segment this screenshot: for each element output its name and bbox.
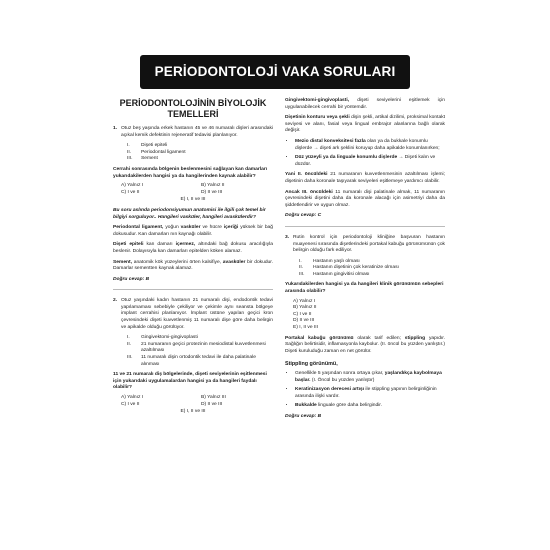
list-item: • Genellikle 5 yaşından sonra ortaya çıkar, yaşlandıkça kaybolmaya başlar. (I. Öncül bu yüzden yanlıştır)	[295, 371, 445, 384]
page-banner: PERİODONTOLOJİ VAKA SORULARI	[140, 55, 410, 89]
question-3	[285, 235, 445, 255]
list-item: • Keratinizasyon derecesi artışı ile stippling yapının belirginliğinin arasında ilişki vardır.	[295, 387, 445, 400]
answer-options	[293, 299, 445, 332]
question-number: 1.	[113, 126, 118, 131]
list-item: II. 21 numaranın geçici protezinin mesiodistal kuvvetlenmesi azaltılması	[127, 341, 266, 354]
explanation-paragraph: Ancak III. öncüldeki 11 numaralı dişi palatinale almak, 11 numaranın çevresindeki dişetini daha da koronale alacağı için asimetriyi daha da şiddetlendirir ve uygun olmaz.	[285, 189, 445, 208]
question-stem: Cerrahi sonrasında bölgenin beslenmesini sağlayan kan damarları yukarıdakilerden hangisi ya da hangilerinden kaynak alabilir?	[113, 166, 268, 179]
question-text: Otuz beş yaşında erkek hastanın 45 ve 46 numaralı dişleri arasındaki açıkal kemik defektinin rejeneratif tedavisi planlanıyor.	[121, 126, 273, 138]
explanation-lead: Bu soru aslında periodonsiyumun anatomisi ile ilgili çok temel bir bilgiyi sorguluyor.. Hangileri vasküler, hangileri avaskülerdir?	[113, 207, 266, 220]
explanation-paragraph: Dişetinin konturu veya şekli dişin şekli, artikal dizilimi, proksimal kontakt seviyesi ve alanı, fasial veya lingual embrajür alanlarına bağlı olarak değişir.	[285, 115, 445, 134]
question-number: 2.	[113, 298, 118, 304]
question-number: 3.	[285, 234, 290, 240]
question-2	[113, 298, 273, 331]
list-item: II. Periodontal ligament	[127, 149, 186, 155]
option-a: A) Yalnız I	[121, 395, 144, 400]
q3-items	[299, 259, 445, 279]
q1-items	[127, 143, 273, 163]
explanation-paragraph: Periodontal ligament, yoğun vasküler ve hücre içeriği yüksek bir bağ dokusudur. Kan damarları nın kaynağı olabilir.	[113, 225, 273, 237]
left-column	[113, 98, 273, 420]
option-b: B) Yalnız II	[293, 305, 317, 311]
explanation-paragraph: Sement, anatomik kök yüzeylerini örten kalsifiye, avasküler bir dokudur. Damarlar sementten kaynak alamaz.	[113, 259, 273, 272]
answer-options	[113, 183, 273, 196]
divider	[113, 289, 273, 290]
list-item: III. Sement	[127, 156, 158, 162]
option-a: A) Yalnız I	[293, 298, 316, 304]
list-item: I. Hastanın yaşlı olması	[299, 258, 360, 264]
bullet-list	[285, 139, 445, 168]
correct-answer: Doğru cevap: C	[285, 213, 322, 219]
option-b: B) Yalnız III	[201, 395, 226, 400]
option-c: C) I ve II	[121, 401, 140, 407]
explanation-paragraph: Portakal kabuğu görünümü olarak tarif edilen; stippling yapıdır. Sağlığın belirtisidir, inflamasyonla kaybolur. (II. öncül bu yüzden yanlıştır.) Dişeti kuruluduğu zaman en net görülür.	[285, 335, 445, 354]
option-b: B) Yalnız II	[201, 183, 225, 189]
correct-answer: Doğru cevap: B	[113, 276, 150, 282]
explanation-paragraph: Yani II. öncüldeki 21 numaranın kuvvetlenmesinin azaltılması işlemi; dişetinin daha koronale taşıyarak seviyeleri eşitlemeye yardımcı olabilir.	[285, 172, 445, 184]
list-item: II. Hastanın dişetinin çok keratinize olması	[299, 265, 399, 271]
option-c: C) I ve II	[293, 311, 312, 317]
q2-items	[127, 335, 273, 368]
list-item: III. 11 numaralı dişin ortodontik tedavi ile daha palatinale alınması	[127, 355, 256, 367]
bullet-list	[285, 371, 445, 410]
list-item: I. Dişeti epiteli	[127, 143, 168, 149]
list-item: • Mezio distal konveksitesi fazla olan ya da bukkale konumlu dişlerde → dişeti ark şeklini koruyup daha apikalde konumlanırken;	[295, 139, 445, 152]
list-item: • Bukkalde linguale göre daha belirgindir.	[295, 403, 445, 410]
question-stem: 11 ve 21 numaralı diş bölgelerinde, dişeti seviyelerinin eşitlenmesi için yukarıdaki uygulamalardan hangisi ya da hangileri faydalı olabilir?	[113, 372, 267, 391]
option-d: D) II ve III	[201, 401, 223, 407]
option-e: E) I, II ve III	[293, 325, 319, 331]
list-item: III. Hastanın gingivitisi olması	[299, 271, 370, 277]
question-stem: Yukarıdakilerden hangisi ya da hangileri klinik görünümün sebepleri arasında olabilir?	[285, 282, 444, 295]
option-a: A) Yalnız I	[121, 183, 144, 189]
question-1	[113, 126, 273, 139]
explanation-paragraph: Gingivektomi-gingivoplasti, dişeti seviyelerini eşitlemek için uygulanabilecek cerrahi bir yöntemdir.	[285, 98, 445, 110]
option-d: D) II ve III	[293, 318, 315, 324]
right-column	[285, 98, 445, 425]
correct-answer: Doğru cevap: B	[285, 413, 322, 419]
section-title: PERİODONTOLOJİNİN BİYOLOJİK TEMELLERİ	[119, 98, 267, 119]
divider	[285, 226, 445, 227]
list-item: • Düz yüzeyli ya da linguale konumlu dişlerde → Dişeti kalın ve düzdür.	[295, 155, 445, 168]
question-text: Otuz yaşındaki kadın hastanın 21 numaralı dişi, endodontik tedavi yapılamaması sebebiyle çekiliyor ve çekimle aynı seansta bölgeye implant cerrahisi planlanıyor. İmplant üstüne yapılan geçici kron çevresindeki dişeti kuvvetlenmiş 11 numaralı dişe göre daha belirgin ve apikalde olduğu görülüyor.	[121, 298, 273, 330]
question-text: Rutin kontrol için periodontoloji kliniğine başvuran hastanın muayenesi sırasında dişetlerindeki portakal kabuğu görünümünün çok belirgin olduğu fark ediliyor.	[293, 234, 445, 254]
list-item: I. Gingivektomi-gingivoplasti	[127, 335, 198, 341]
answer-options	[113, 395, 273, 408]
option-c: C) I ve II	[121, 189, 140, 195]
explanation-paragraph: Dişeti epiteli kan damarı içermez, altındaki bağ dokusu aracılığıyla beslenir. Dolayısıyla kan damarları epitelden köken alamaz.	[113, 242, 274, 254]
subsection-title: Stippling görünümü,	[285, 361, 338, 368]
option-d: D) II ve III	[201, 189, 223, 195]
option-e: E) I, II ve III	[180, 197, 206, 203]
option-e: E) I, II ve III	[180, 409, 206, 415]
